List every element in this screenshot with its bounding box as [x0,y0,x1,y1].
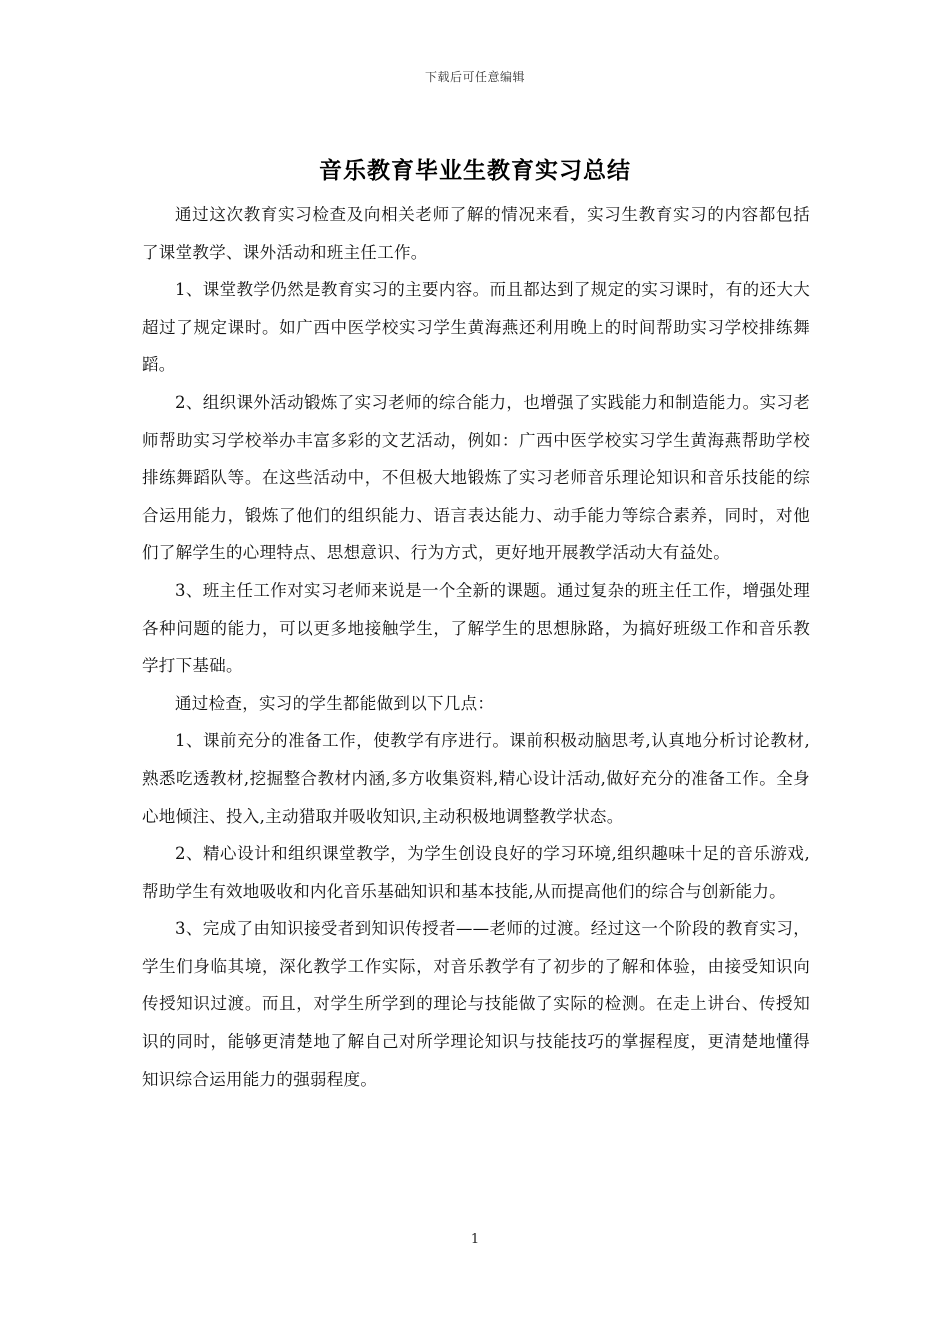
paragraph-intro: 通过这次教育实习检查及向相关老师了解的情况来看，实习生教育实习的内容都包括了课堂教学、课外活动和班主任工作。 [142,205,810,262]
document-title: 音乐教育毕业生教育实习总结 [319,157,631,184]
paragraph-head-teacher: 3、班主任工作对实习老师来说是一个全新的课题。通过复杂的班主任工作，增强处理各种问题的能力，可以更多地接触学生，了解学生的思想脉路，为搞好班级工作和音乐教学打下基础。 [142,580,810,676]
paragraph-preparation: 1、课前充分的准备工作，使教学有序进行。课前积极动脑思考,认真地分析讨论教材,熟悉吃透教材,挖掘整合教材内涵,多方收集资料,精心设计活动,做好充分的准备工作。全身心地倾注、投入,主动猎取并吸收知识,主动积极地调整教学状态。 [142,731,810,826]
header-note: 下载后可任意编辑 [424,70,525,84]
paragraph-lesson-design: 2、精心设计和组织课堂教学，为学生创设良好的学习环境,组织趣味十足的音乐游戏,帮助学生有效地吸收和内化音乐基础知识和基本技能,从而提高他们的综合与创新能力。 [142,844,810,901]
paragraph-classroom-teaching: 1、课堂教学仍然是教育实习的主要内容。而且都达到了规定的实习课时，有的还大大超过了规定课时。如广西中医学校实习学生黄海燕还利用晚上的时间帮助实习学校排练舞蹈。 [142,280,810,375]
paragraph-extracurricular: 2、组织课外活动锻炼了实习老师的综合能力，也增强了实践能力和制造能力。实习老师帮助实习学校举办丰富多彩的文艺活动，例如：广西中医学校实习学生黄海燕帮助学校排练舞蹈队等。在这些活动中，不但极大地锻炼了实习老师音乐理论知识和音乐技能的综合运用能力，锻炼了他们的组织能力、语言表达能力、动手能力等综合素养，同时，对他们了解学生的心理特点、思想意识、行为方式，更好地开展教学活动大有益处。 [142,392,810,563]
document-body [142,196,810,1098]
paragraph-transition: 3、完成了由知识接受者到知识传授者——老师的过渡。经过这一个阶段的教育实习，学生们身临其境，深化教学工作实际，对音乐教学有了初步的了解和体验，由接受知识向传授知识过渡。而且，对学生所学到的理论与技能做了实际的检测。在走上讲台、传授知识的同时，能够更清楚地了解自己对所学理论知识与技能技巧的掌握程度，更清楚地懂得知识综合运用能力的强弱程度。 [142,919,810,1089]
page-number: 1 [470,1232,480,1247]
paragraph-inspection-summary: 通过检查，实习的学生都能做到以下几点： [175,693,495,713]
